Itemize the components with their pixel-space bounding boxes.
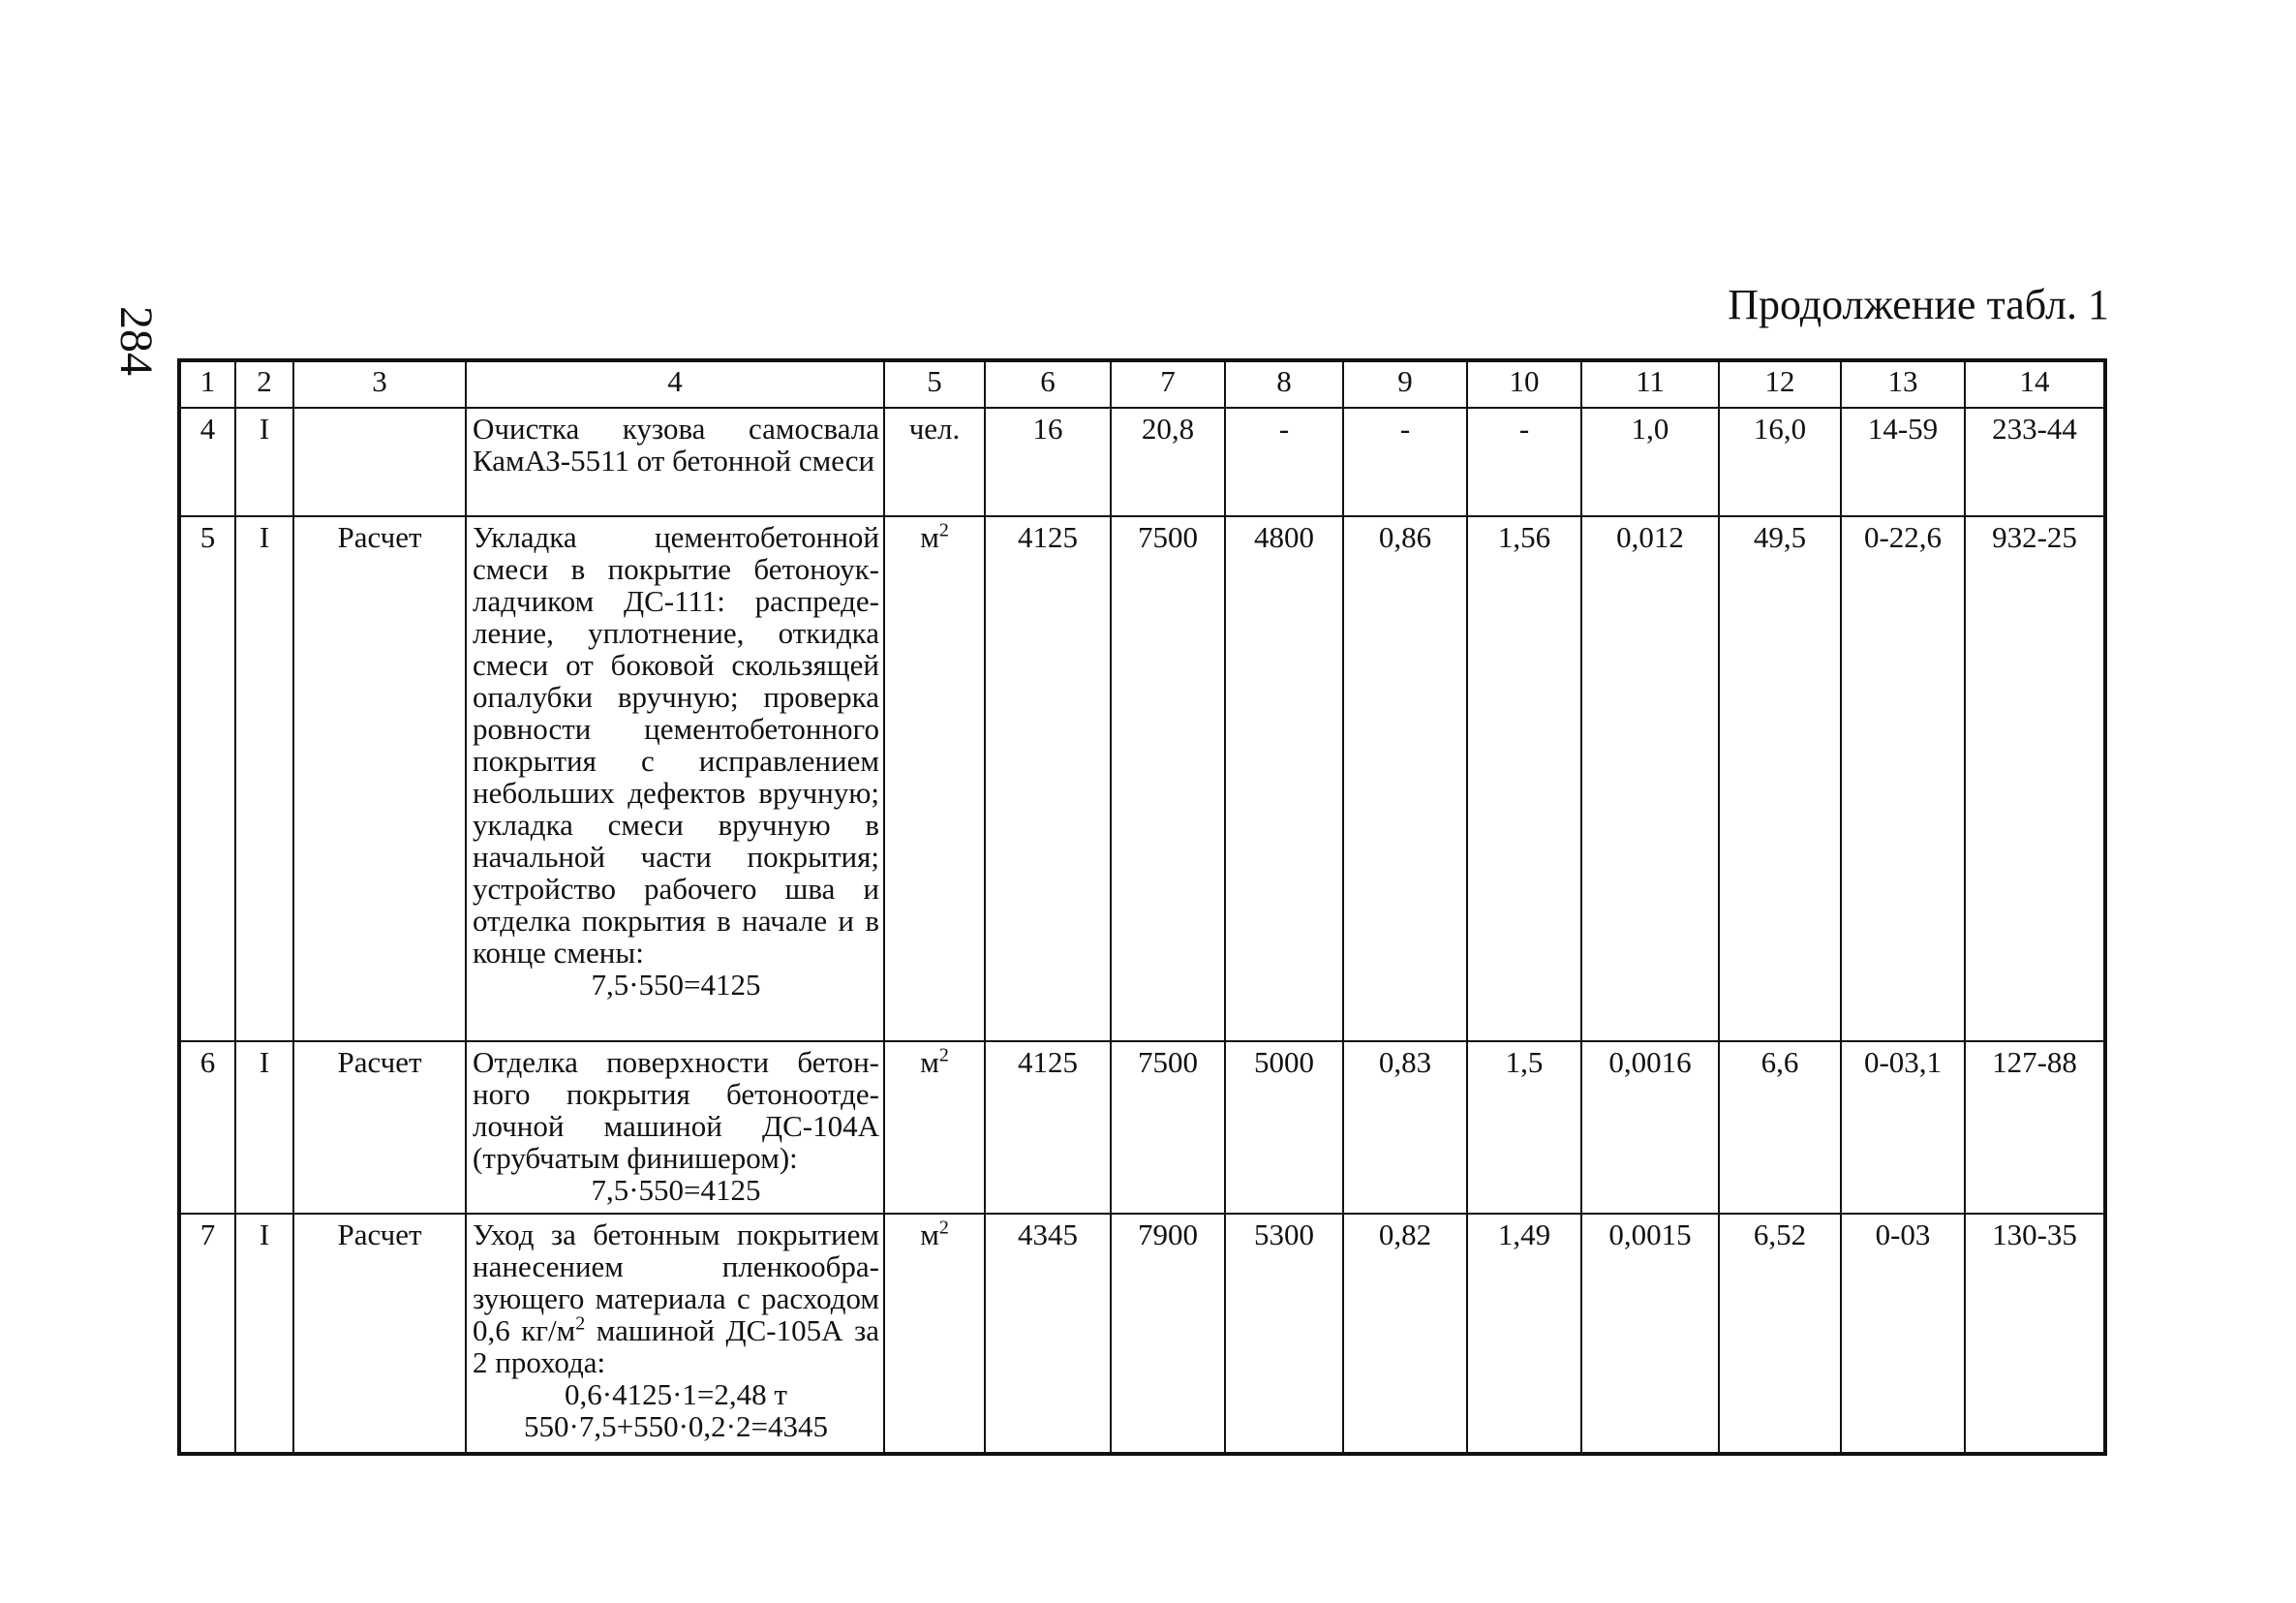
- cell-value: 1,5: [1467, 1041, 1581, 1214]
- row-number: 6: [179, 1041, 235, 1214]
- column-number: 7: [1111, 360, 1225, 408]
- cell-value: 6,52: [1719, 1214, 1841, 1454]
- description-text: Отделка поверхности бетонного покрытия бетоноотделочной машиной ДС-104А (трубчатым финишером):: [473, 1045, 879, 1175]
- cell-value: 49,5: [1719, 516, 1841, 1041]
- table-row: [179, 516, 2105, 1041]
- cell-value: 5300: [1225, 1214, 1343, 1454]
- column-number: 11: [1581, 360, 1719, 408]
- cell-value: 14-59: [1841, 408, 1965, 516]
- cell-value: 4125: [985, 516, 1111, 1041]
- cell-value: -: [1343, 408, 1467, 516]
- cell-basis: Расчет: [293, 1214, 466, 1454]
- description-text: Уход за бетонным покрытием нанесением пленкообразующего материала с расходом 0,6 кг/м: [473, 1218, 879, 1347]
- cell-unit: [884, 1214, 985, 1454]
- column-number: 1: [179, 360, 235, 408]
- data-table: [177, 358, 2107, 1456]
- cell-value: 0-22,6: [1841, 516, 1965, 1041]
- column-number: 13: [1841, 360, 1965, 408]
- cell-value: 0,012: [1581, 516, 1719, 1041]
- unit-text: м: [920, 1218, 939, 1251]
- column-number: 9: [1343, 360, 1467, 408]
- cell-value: 7500: [1111, 1041, 1225, 1214]
- cell-value: 0,86: [1343, 516, 1467, 1041]
- cell-group: I: [235, 1214, 293, 1454]
- column-number: 8: [1225, 360, 1343, 408]
- column-number: 14: [1965, 360, 2105, 408]
- cell-value: 4800: [1225, 516, 1343, 1041]
- table-row: [179, 1041, 2105, 1214]
- cell-description: [466, 1041, 884, 1214]
- unit-text: м: [920, 520, 939, 554]
- cell-basis: Расчет: [293, 516, 466, 1041]
- cell-value: 0-03,1: [1841, 1041, 1965, 1214]
- cell-value: -: [1225, 408, 1343, 516]
- column-number: 12: [1719, 360, 1841, 408]
- column-number: 3: [293, 360, 466, 408]
- cell-value: 7900: [1111, 1214, 1225, 1454]
- cell-unit: [884, 516, 985, 1041]
- cell-value: 0,83: [1343, 1041, 1467, 1214]
- cell-value: 5000: [1225, 1041, 1343, 1214]
- table-row: [179, 408, 2105, 516]
- cell-value: 1,49: [1467, 1214, 1581, 1454]
- cell-value: 0,0016: [1581, 1041, 1719, 1214]
- formula: 7,5·550=4125: [591, 1173, 761, 1207]
- cell-value: 127-88: [1965, 1041, 2105, 1214]
- unit-exponent: 2: [938, 519, 949, 541]
- cell-group: I: [235, 516, 293, 1041]
- cell-value: 130-35: [1965, 1214, 2105, 1454]
- column-number: 5: [884, 360, 985, 408]
- table-caption: Продолжение табл. 1: [1728, 281, 2109, 328]
- cell-value: 4345: [985, 1214, 1111, 1454]
- cell-description: [466, 516, 884, 1041]
- unit-exponent: 2: [938, 1044, 949, 1066]
- cell-value: 1,0: [1581, 408, 1719, 516]
- description-text: Укладка цементобетонной смеси в покрытие бетоноукладчиком ДС-111: распределение, уплотнение, откидка смеси от боковой скользящей опалубки вручную; проверка ровности цементобетонного покрытия с исправлением небольших дефектов вручную; укладка смеси вручную в начальной части покрытия; устройство рабочего шва и отделка покрытия в начале и в конце смены:: [473, 520, 879, 970]
- table-row: [179, 1214, 2105, 1454]
- cell-value: -: [1467, 408, 1581, 516]
- unit-text: чел.: [908, 412, 961, 446]
- cell-value: 233-44: [1965, 408, 2105, 516]
- cell-group: I: [235, 1041, 293, 1214]
- row-number: 5: [179, 516, 235, 1041]
- unit-exponent: 2: [938, 1217, 949, 1239]
- page-number: 284: [110, 306, 162, 376]
- cell-group: I: [235, 408, 293, 516]
- formula: 7,5·550=4125: [591, 968, 761, 1002]
- cell-value: 20,8: [1111, 408, 1225, 516]
- column-number: 10: [1467, 360, 1581, 408]
- unit-exponent: 2: [575, 1312, 586, 1335]
- column-number: 6: [985, 360, 1111, 408]
- cell-description: [466, 1214, 884, 1454]
- column-number-row: [179, 360, 2105, 408]
- row-number: 4: [179, 408, 235, 516]
- cell-value: 932-25: [1965, 516, 2105, 1041]
- cell-basis: Расчет: [293, 1041, 466, 1214]
- cell-basis: [293, 408, 466, 516]
- cell-unit: [884, 408, 985, 516]
- cell-value: 0,0015: [1581, 1214, 1719, 1454]
- cell-value: 1,56: [1467, 516, 1581, 1041]
- formula: 550·7,5+550·0,2·2=4345: [524, 1409, 828, 1443]
- cell-value: 4125: [985, 1041, 1111, 1214]
- cell-value: 16: [985, 408, 1111, 516]
- column-number: 4: [466, 360, 884, 408]
- row-number: 7: [179, 1214, 235, 1454]
- cell-value: 16,0: [1719, 408, 1841, 516]
- cell-value: 0-03: [1841, 1214, 1965, 1454]
- cell-unit: [884, 1041, 985, 1214]
- cell-value: 0,82: [1343, 1214, 1467, 1454]
- description-text-continued: машиной ДС-105А за 2 прохода:: [473, 1313, 879, 1379]
- formula: 0,6·4125·1=2,48 т: [565, 1377, 787, 1411]
- cell-description: [466, 408, 884, 516]
- column-number: 2: [235, 360, 293, 408]
- cell-value: 6,6: [1719, 1041, 1841, 1214]
- cell-value: 7500: [1111, 516, 1225, 1041]
- unit-text: м: [920, 1045, 939, 1079]
- description-text: Очистка кузова самосвала КамАЗ-5511 от бетонной смеси: [473, 412, 879, 478]
